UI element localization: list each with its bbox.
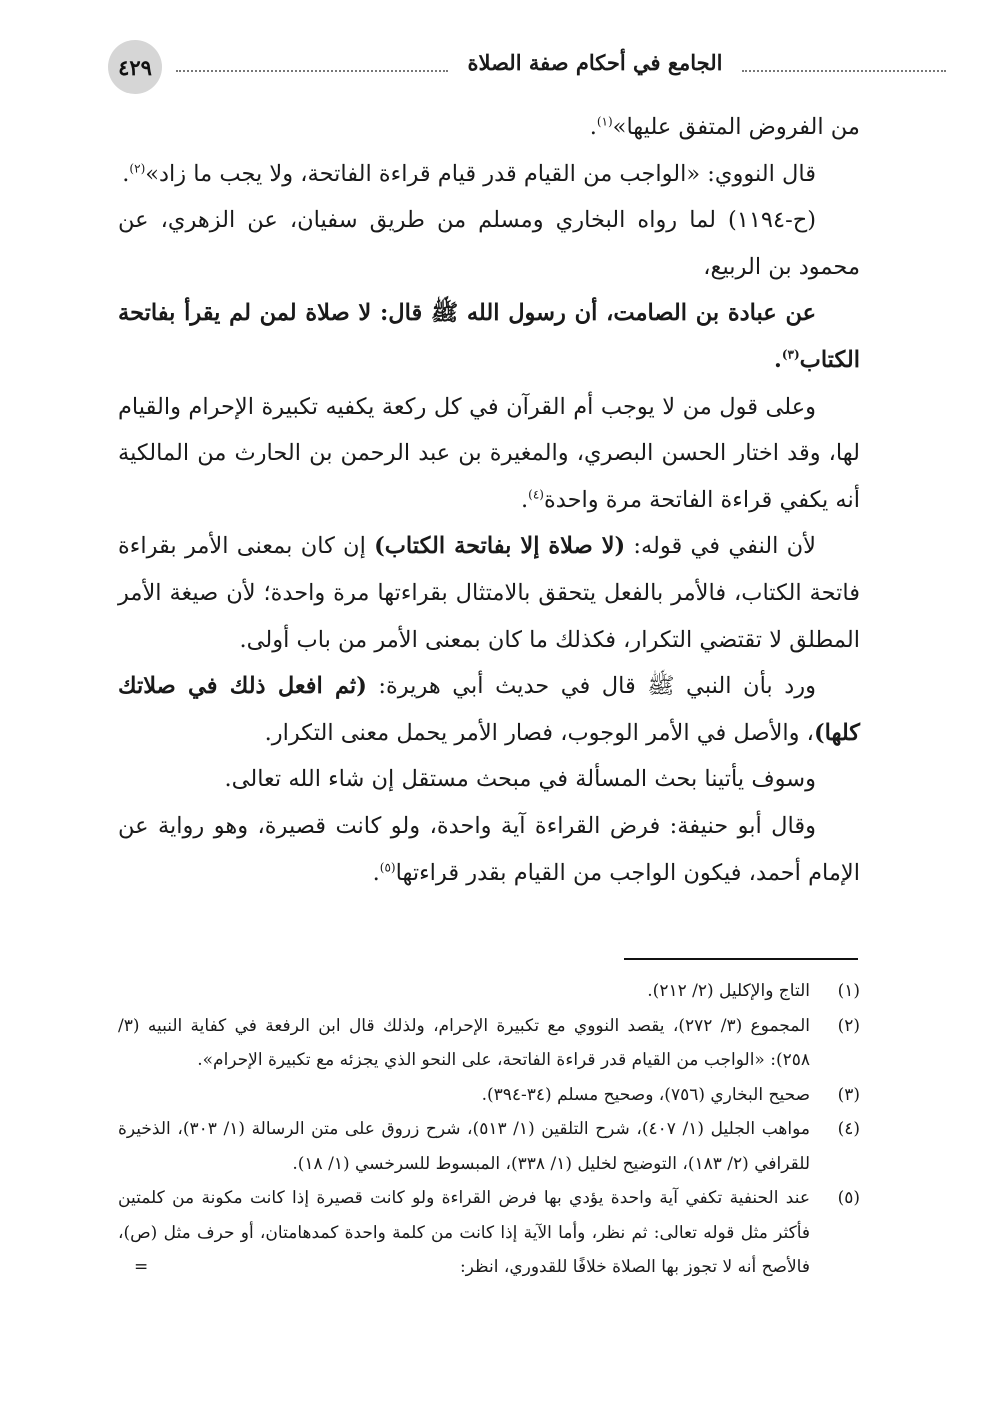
paragraph <box>118 803 860 896</box>
continuation-mark: = <box>134 1257 149 1277</box>
footnote-separator <box>624 958 858 960</box>
page-number: ٤٢٩ <box>108 40 162 94</box>
footnote-text: التاج والإكليل (٢/ ٢١٢). <box>647 981 810 1001</box>
footnote-text: مواهب الجليل (١/ ٤٠٧)، شرح التلقين (١/ ٥١٣)، شرح زروق على متن الرسالة (١/ ٣٠٣)، الذخيرة للقرافي (٢/ ١٨٣)، التوضيح لخليل (١/ ٣٣٨)، المبسوط للسرخسي (١/ ١٨). <box>118 1119 810 1174</box>
footnote-text-body: عند الحنفية تكفي آية واحدة يؤدي بها فرض القراءة ولو كانت قصيرة إذا كانت مكونة من كلمتين فأكثر مثل قوله تعالى: ثم نظر، وأما الآية إذا كانت من كلمة واحدة كمدهامتان، أو حرف مثل (ص)، فالأصح أنه لا تجوز بها الصلاة خلافًا للقدوري، انظر: <box>118 1188 810 1277</box>
paragraph-text: (ح-١١٩٤) لما رواه البخاري ومسلم من طريق سفيان، عن الزهري، عن محمود بن الربيع، <box>118 207 860 280</box>
footnote-text <box>118 1181 810 1285</box>
footnote-ref: (٢) <box>129 161 146 176</box>
header-dotted-leader-left <box>176 70 448 72</box>
paragraph <box>118 663 860 756</box>
footnote-number: (٢) <box>837 1015 860 1036</box>
quoted-hadith: (لا صلاة إلا بفاتحة الكتاب) <box>374 533 626 560</box>
paragraph-text: ورد بأن النبي ﷺ قال في حديث أبي هريرة: <box>366 673 817 700</box>
hadith-paragraph <box>118 290 860 383</box>
paragraph <box>118 197 860 290</box>
paragraph <box>118 523 860 663</box>
header-dotted-leader-right <box>742 70 946 72</box>
footnote <box>118 1078 860 1113</box>
footnote-number: (٣) <box>837 1084 860 1105</box>
paragraph-end: . <box>589 114 597 140</box>
paragraph-text: من الفروض المتفق عليها» <box>612 114 860 140</box>
footnote-number: (١) <box>837 981 860 1001</box>
paragraph <box>118 104 860 151</box>
paragraph <box>118 384 860 524</box>
footnote-ref: (١) <box>596 114 613 129</box>
paragraph-text: وقال أبو حنيفة: فرض القراءة آية واحدة، ولو كانت قصيرة، وهو رواية عن الإمام أحمد، فيكون الواجب من القيام بقدر قراءتها <box>118 812 860 886</box>
quoted-hadith: (ثم افعل ذلك في صلاتك كلها) <box>118 673 860 746</box>
paragraph-end: . <box>372 859 380 886</box>
main-text <box>118 104 860 896</box>
footnote-ref: (٤) <box>528 487 544 502</box>
paragraph-text: قال النووي: «الواجب من القيام قدر قيام قراءة الفاتحة، ولا يجب ما زاد» <box>145 160 816 187</box>
paragraph-text: وعلى قول من لا يوجب أم القرآن في كل ركعة يكفيه تكبيرة الإحرام والقيام لها، وقد اختار الحسن البصري، والمغيرة بن عبد الرحمن بن الحارث من المالكية أنه يكفي قراءة الفاتحة مرة واحدة <box>118 393 860 513</box>
running-header <box>108 40 844 96</box>
footnote-number: (٥) <box>837 1188 860 1208</box>
paragraph-text: إن كان بمعنى الأمر بقراءة فاتحة الكتاب، فالأمر بالفعل يتحقق بالامتثال بقراءتها مرة واحدة؛ لأن صيغة الأمر المطلق لا تقتضي التكرار، فكذلك ما كان بمعنى الأمر من باب أولى. <box>118 533 860 653</box>
paragraph-end: . <box>520 486 529 513</box>
footnote <box>118 1009 860 1078</box>
footnote <box>118 974 860 1009</box>
paragraph-text: عن عبادة بن الصامت، أن رسول الله ﷺ قال: لا صلاة لمن لم يقرأ بفاتحة الكتاب <box>118 300 860 373</box>
footnote-ref: (٥) <box>379 860 396 874</box>
paragraph <box>118 151 860 198</box>
footnotes <box>118 974 860 1285</box>
footnote <box>118 1112 860 1181</box>
footnote-text: صحيح البخاري (٧٥٦)، وصحيح مسلم (٣٤-٣٩٤). <box>481 1084 810 1105</box>
paragraph <box>118 756 860 803</box>
paragraph-text: وسوف يأتينا بحث المسألة في مبحث مستقل إن شاء الله تعالى. <box>224 766 816 793</box>
paragraph-text: لأن النفي في قوله: <box>625 533 816 560</box>
paragraph-text: ، والأصل في الأمر الوجوب، فصار الأمر يحمل معنى التكرار. <box>264 719 814 746</box>
paragraph-end: . <box>773 346 782 373</box>
paragraph-end: . <box>122 160 130 187</box>
running-title: الجامع في أحكام صفة الصلاة <box>467 50 723 75</box>
footnote <box>118 1181 860 1285</box>
footnote-text: المجموع (٣/ ٢٧٢)، يقصد النووي مع تكبيرة الإحرام، ولذلك قال ابن الرفعة في كفاية النبيه (٣/ ٢٥٨): «الواجب من القيام قدر قراءة الفاتحة، على النحو الذي يجزئه مع تكبيرة الإحرام». <box>118 1015 810 1070</box>
footnote-number: (٤) <box>837 1119 860 1139</box>
footnote-ref: (٣) <box>781 347 800 362</box>
